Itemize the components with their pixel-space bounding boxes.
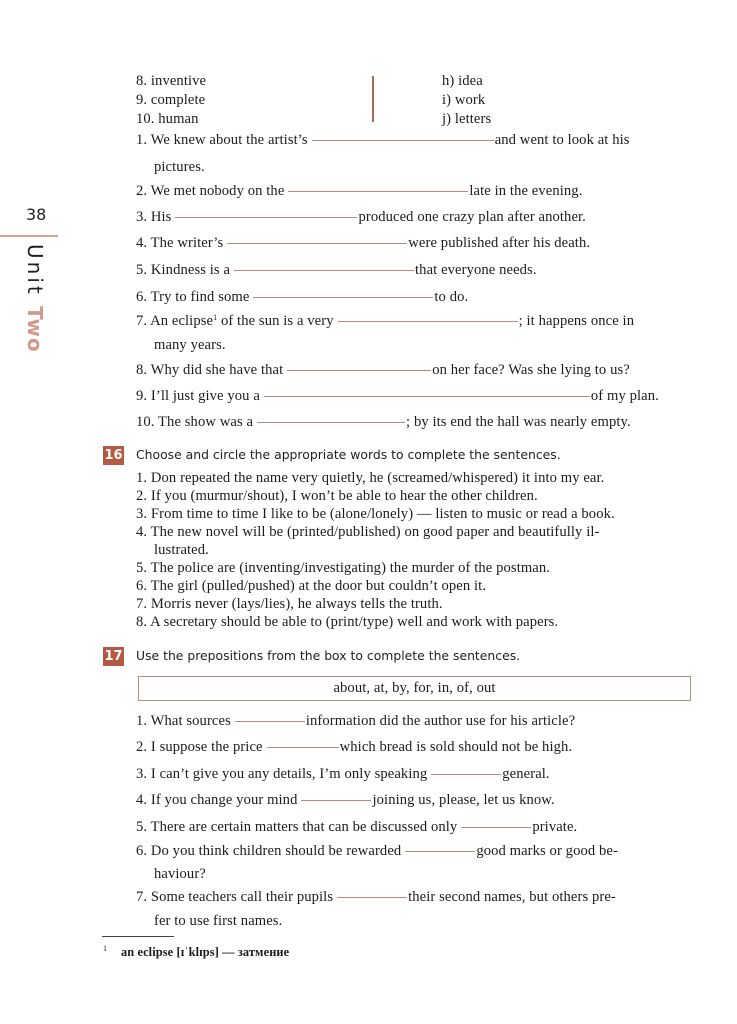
sentence <box>136 132 630 149</box>
answer-blank[interactable] <box>253 296 433 298</box>
answer-blank[interactable] <box>337 896 407 898</box>
answer-blank[interactable] <box>175 216 357 218</box>
footnote-text: an eclipse [ɪˈklɪps] — затмение <box>121 945 290 959</box>
sentence-text: on her face? Was she lying to us? <box>432 362 630 378</box>
answer-blank[interactable] <box>301 799 371 801</box>
answer-blank[interactable] <box>338 320 518 322</box>
sentence <box>136 262 537 279</box>
sentence-text: 1. We knew about the artist’s <box>136 132 308 148</box>
unit-word: Unit <box>23 244 47 297</box>
sentence-text: 7. An eclipse <box>136 313 214 329</box>
margin-rule <box>0 235 58 237</box>
match-left-item: 10. human <box>136 111 199 127</box>
sentence-text: 6. Try to find some <box>136 289 250 305</box>
column-divider <box>372 76 374 122</box>
sentence-text: 2. We met nobody on the <box>136 183 285 199</box>
sentence-text: ; by its end the hall was nearly empty. <box>406 414 631 430</box>
answer-blank[interactable] <box>288 190 468 192</box>
sentence-text: 9. I’ll just give you a <box>136 388 260 404</box>
sentence <box>136 766 550 783</box>
exercise-item: 7. Morris never (lays/lies), he always tells the truth. <box>136 596 443 612</box>
exercise-instruction: Use the prepositions from the box to complete the sentences. <box>136 648 521 663</box>
sentence <box>136 792 555 809</box>
sentence <box>136 289 468 306</box>
sentence <box>136 388 659 405</box>
prepositions-box <box>138 676 691 701</box>
sentence-text: to do. <box>434 289 469 305</box>
sentence-text: 3. His <box>136 209 172 225</box>
sentence-text: 6. Do you think children should be rewarded <box>136 843 402 859</box>
answer-blank[interactable] <box>264 395 590 397</box>
match-right-item: j) letters <box>442 111 492 127</box>
footnote-ref: 1 <box>213 313 218 322</box>
exercise-item: 6. The girl (pulled/pushed) at the door but couldn’t open it. <box>136 578 487 594</box>
answer-blank[interactable] <box>405 850 475 852</box>
answer-blank[interactable] <box>461 826 531 828</box>
sentence-text: and went to look at his <box>494 132 630 148</box>
sentence <box>136 209 586 226</box>
sentence-text: 5. Kindness is a <box>136 262 231 278</box>
answer-blank[interactable] <box>431 773 501 775</box>
sentence <box>136 739 572 756</box>
sentence-text: late in the evening. <box>469 183 583 199</box>
exercise-item: 3. From time to time I like to be (alone/lonely) — listen to music or read a book. <box>136 506 615 522</box>
sentence <box>136 713 575 730</box>
footnote-mark: 1 <box>103 944 108 953</box>
sentence <box>136 362 630 379</box>
sentence-text: private. <box>532 819 578 835</box>
sentence <box>136 819 577 836</box>
sentence <box>136 889 616 906</box>
sentence-text: which bread is sold should not be high. <box>339 739 573 755</box>
match-left-item: 8. inventive <box>136 73 207 89</box>
sentence-text: information did the author use for his article? <box>305 713 576 729</box>
exercise-item: 1. Don repeated the name very quietly, he (screamed/whispered) it into my ear. <box>136 470 605 486</box>
exercise-item: 5. The police are (inventing/investigating) the murder of the postman. <box>136 560 551 576</box>
match-left-column <box>136 72 206 129</box>
answer-blank[interactable] <box>312 139 494 141</box>
answer-blank[interactable] <box>235 720 305 722</box>
sentence <box>136 235 590 252</box>
sentence-continuation: haviour? <box>154 866 206 882</box>
answer-blank[interactable] <box>257 421 405 423</box>
sentence-text: 5. There are certain matters that can be discussed only <box>136 819 458 835</box>
match-right-item: h) idea <box>442 73 483 89</box>
sentence-continuation: pictures. <box>154 159 205 175</box>
sentence-text: were published after his death. <box>408 235 591 251</box>
exercise-number-badge: 17 <box>104 649 123 664</box>
exercise-item: 2. If you (murmur/shout), I won’t be able to hear the other children. <box>136 488 538 504</box>
exercise-item: 8. A secretary should be able to (print/type) well and work with papers. <box>136 614 559 630</box>
sentence-text: 2. I suppose the price <box>136 739 263 755</box>
sentence-text: produced one crazy plan after another. <box>358 209 586 225</box>
footnote-rule <box>102 936 174 937</box>
prepositions-list: about, at, by, for, in, of, out <box>333 680 496 696</box>
sentence-text: that everyone needs. <box>415 262 537 278</box>
answer-blank[interactable] <box>267 746 339 748</box>
sentence <box>136 183 582 200</box>
sentence-text: 1. What sources <box>136 713 231 729</box>
sentence-continuation: fer to use first names. <box>154 913 283 929</box>
exercise-instruction: Choose and circle the appropriate words to complete the sentences. <box>136 447 561 462</box>
answer-blank[interactable] <box>227 242 407 244</box>
exercise-item: 4. The new novel will be (printed/published) on good paper and beautifully il- <box>136 524 600 540</box>
sentence-text: of the sun is a very <box>217 313 334 329</box>
answer-blank[interactable] <box>234 269 414 271</box>
sentence-text: 10. The show was a <box>136 414 254 430</box>
sentence <box>136 843 618 860</box>
unit-label <box>23 244 47 353</box>
sentence-text: 8. Why did she have that <box>136 362 284 378</box>
sentence-text: ; it happens once in <box>518 313 635 329</box>
match-left-item: 9. complete <box>136 92 206 108</box>
sentence-text: 4. The writer’s <box>136 235 224 251</box>
match-right-column <box>442 72 491 129</box>
answer-blank[interactable] <box>287 369 431 371</box>
match-list <box>136 72 696 128</box>
sentence-text: of my plan. <box>590 388 659 404</box>
match-right-item: i) work <box>442 92 486 108</box>
sentence <box>136 313 634 330</box>
sentence-continuation: many years. <box>154 337 226 353</box>
sentence-text: general. <box>502 766 550 782</box>
exercise-number-badge: 16 <box>104 448 123 463</box>
exercise-item-continuation: lustrated. <box>154 542 209 558</box>
sentence-text: 7. Some teachers call their pupils <box>136 889 334 905</box>
sentence-text: 3. I can’t give you any details, I’m only speaking <box>136 766 428 782</box>
sentence-text: their second names, but others pre- <box>408 889 616 905</box>
page-number: 38 <box>26 205 47 224</box>
sentence-text: 4. If you change your mind <box>136 792 298 808</box>
sentence-text: good marks or good be- <box>476 843 618 859</box>
unit-name: Two <box>23 306 47 353</box>
sentence-text: joining us, please, let us know. <box>372 792 555 808</box>
sentence <box>136 414 631 431</box>
